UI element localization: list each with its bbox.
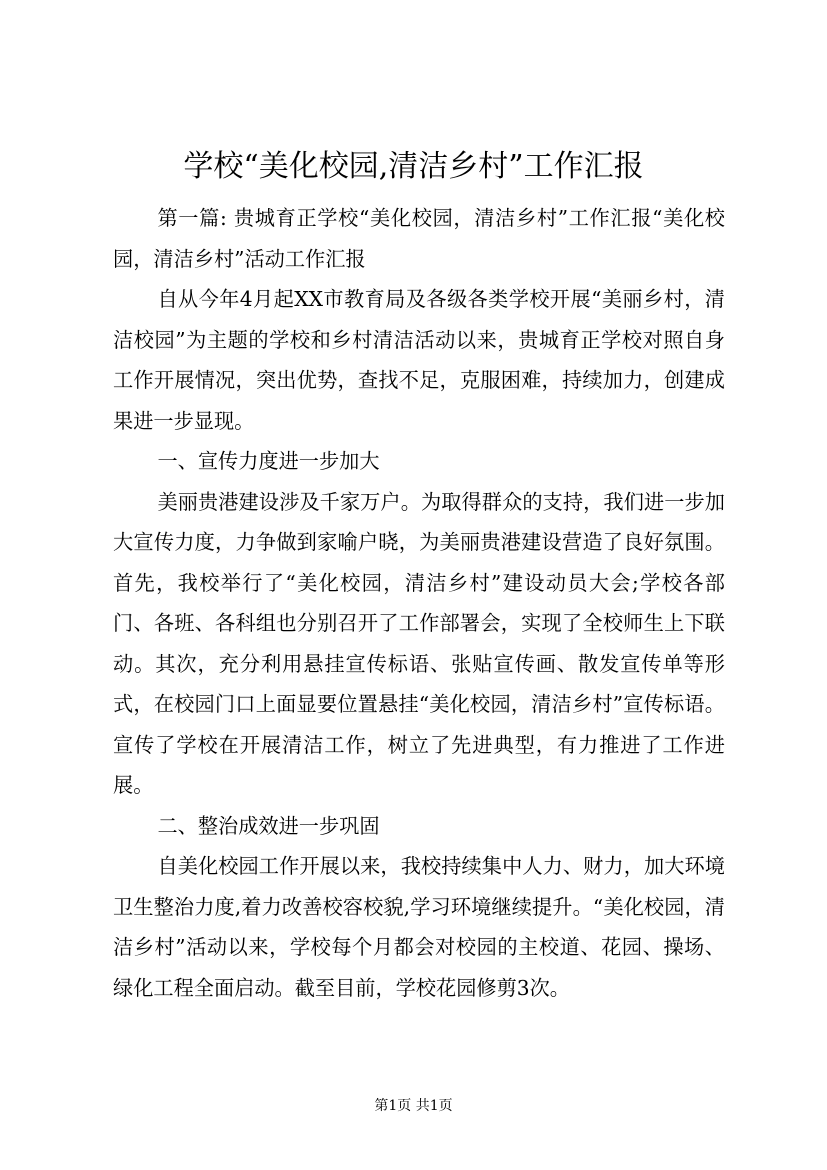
paragraph-intro: 自从今年4月起XX市教育局及各级各类学校开展“美丽乡村，清洁校园”为主题的学校和乡村清洁活动以来，贵城育正学校对照自身工作开展情况，突出优势，查找不足，克服困难，持续加力，创建成果进一步显现。: [113, 287, 725, 433]
document-body: [113, 198, 725, 1008]
paragraph-publicity: 美丽贵港建设涉及千家万户。为取得群众的支持，我们进一步加大宣传力度，力争做到家喻户晓，为美丽贵港建设营造了良好氛围。首先，我校举行了“美化校园，清洁乡村”建设动员大会;学校各部门、各班、各科组也分别召开了工作部署会，实现了全校师生上下联动。其次，充分利用悬挂宣传标语、张贴宣传画、散发宣传单等形式，在校园门口上面显要位置悬挂“美化校园，清洁乡村”宣传标语。宣传了学校在开展清洁工作，树立了先进典型，有力推进了工作进展。: [113, 489, 725, 797]
section-heading-2: 二、整治成效进一步巩固: [157, 813, 380, 838]
section-heading-1: 一、宣传力度进一步加大: [157, 449, 380, 473]
paragraph-section-heading: 第一篇: 贵城育正学校“美化校园，清洁乡村”工作汇报“美化校园，清洁乡村”活动工作汇报: [113, 206, 725, 271]
page-footer: 第1页 共1页: [374, 1098, 453, 1114]
paragraph-rectification: 自美化校园工作开展以来，我校持续集中人力、财力，加大环境卫生整治力度,着力改善校容校貌,学习环境继续提升。“美化校园，清洁乡村”活动以来，学校每个月都会对校园的主校道、花园、操场、绿化工程全面启动。截至目前，学校花园修剪3次。: [113, 854, 725, 1000]
document-title: 学校“美化校园,清洁乡村”工作汇报: [183, 149, 644, 184]
